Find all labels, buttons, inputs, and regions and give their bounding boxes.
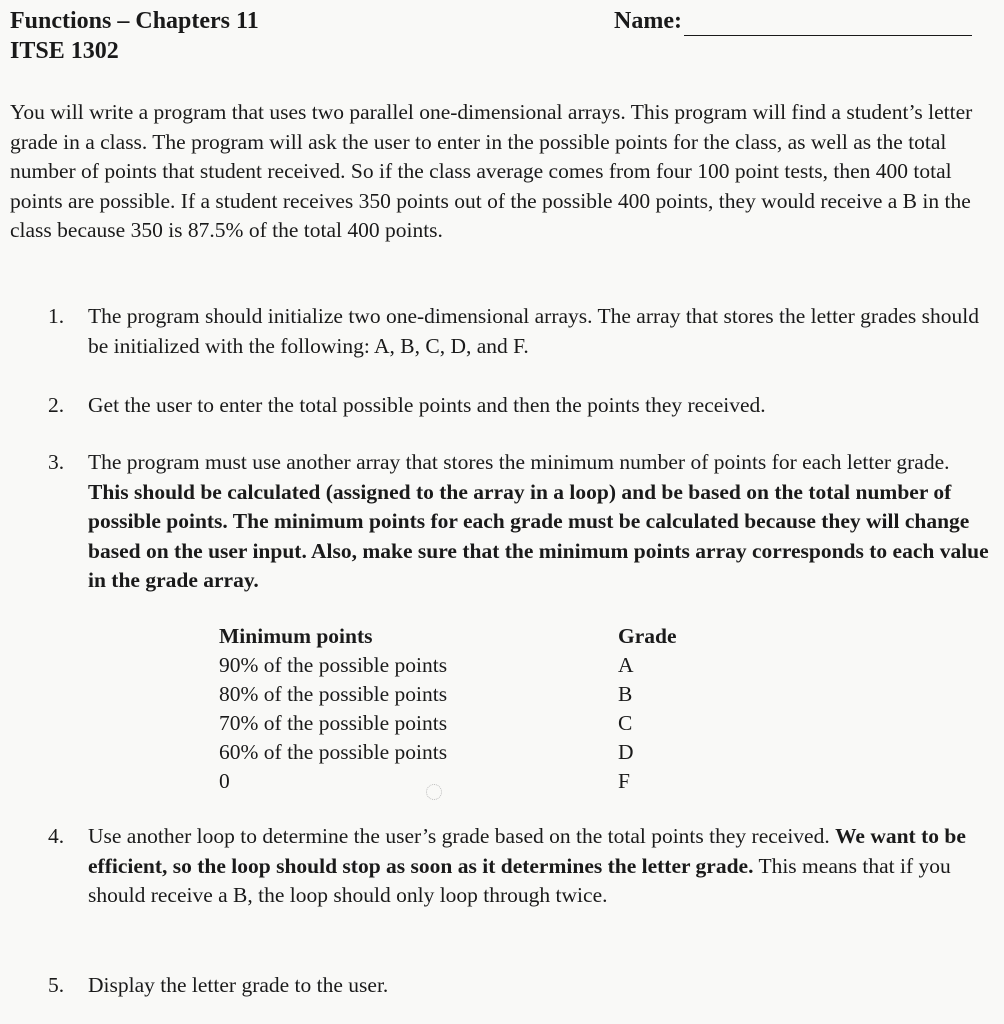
- item-text-plain-2: This means that if you should receive a B, the loop should only loop through twice.: [88, 853, 951, 907]
- title-line-1: Functions – Chapters 11: [10, 8, 259, 34]
- minimum-points-header: Minimum points: [219, 624, 373, 648]
- grade-cell: B: [618, 682, 633, 706]
- item-number: 5.: [48, 973, 65, 997]
- item-number: 2.: [48, 393, 65, 417]
- name-field: [614, 6, 972, 36]
- item-number: 3.: [48, 450, 65, 474]
- name-blank-line: [684, 11, 972, 36]
- grade-column: [618, 622, 698, 796]
- item-text: The program should initialize two one-dimensional arrays. The array that stores the letter grades should be initialized with the following: A, B, C, D, and F.: [88, 304, 979, 358]
- minimum-points-cell: 80% of the possible points: [219, 682, 448, 706]
- item-text: [88, 822, 993, 911]
- name-label: Name:: [614, 8, 682, 34]
- minimum-points-cell: 90% of the possible points: [219, 653, 448, 677]
- grade-header: Grade: [618, 624, 677, 648]
- item-text: [88, 448, 993, 596]
- minimum-points-cell: 60% of the possible points: [219, 740, 448, 764]
- document-title: [10, 6, 259, 66]
- intro-paragraph: You will write a program that uses two parallel one-dimensional arrays. This program will find a student’s letter grade in a class. The program will ask the user to enter in the possible points for the class, as well as the total number of points that student received. So if the class average comes from four 100 point tests, then 400 total points are possible. If a student receives 350 points out of the possible 400 points, they would receive a B in the class because 350 is 87.5% of the total 400 points.: [10, 100, 973, 242]
- item-text-bold: We want to be efficient, so the loop should stop as soon as it determines the letter grade.: [88, 824, 966, 878]
- item-text: Display the letter grade to the user.: [88, 973, 389, 997]
- item-text-plain: Use another loop to determine the user’s grade based on the total points they received.: [88, 824, 836, 848]
- title-line-2: ITSE 1302: [10, 38, 119, 64]
- item-text: Get the user to enter the total possible points and then the points they received.: [88, 393, 766, 417]
- grade-cell: C: [618, 711, 633, 735]
- minimum-points-cell: 70% of the possible points: [219, 711, 448, 735]
- item-text-plain: The program must use another array that stores the minimum number of points for each letter grade.: [88, 450, 950, 474]
- grade-cell: F: [618, 769, 630, 793]
- minimum-points-cell: 0: [219, 769, 230, 793]
- item-number: 1.: [48, 304, 65, 328]
- grade-cell: D: [618, 740, 634, 764]
- item-number: 4.: [48, 824, 65, 848]
- grade-cell: A: [618, 653, 634, 677]
- scan-smudge: [426, 784, 442, 800]
- minimum-points-column: [219, 622, 519, 796]
- item-text-bold: This should be calculated (assigned to the array in a loop) and be based on the total number of possible points. The minimum points for each grade must be calculated because they will change based on the user input. Also, make sure that the minimum points array corresponds to each value in the grade array.: [88, 479, 989, 592]
